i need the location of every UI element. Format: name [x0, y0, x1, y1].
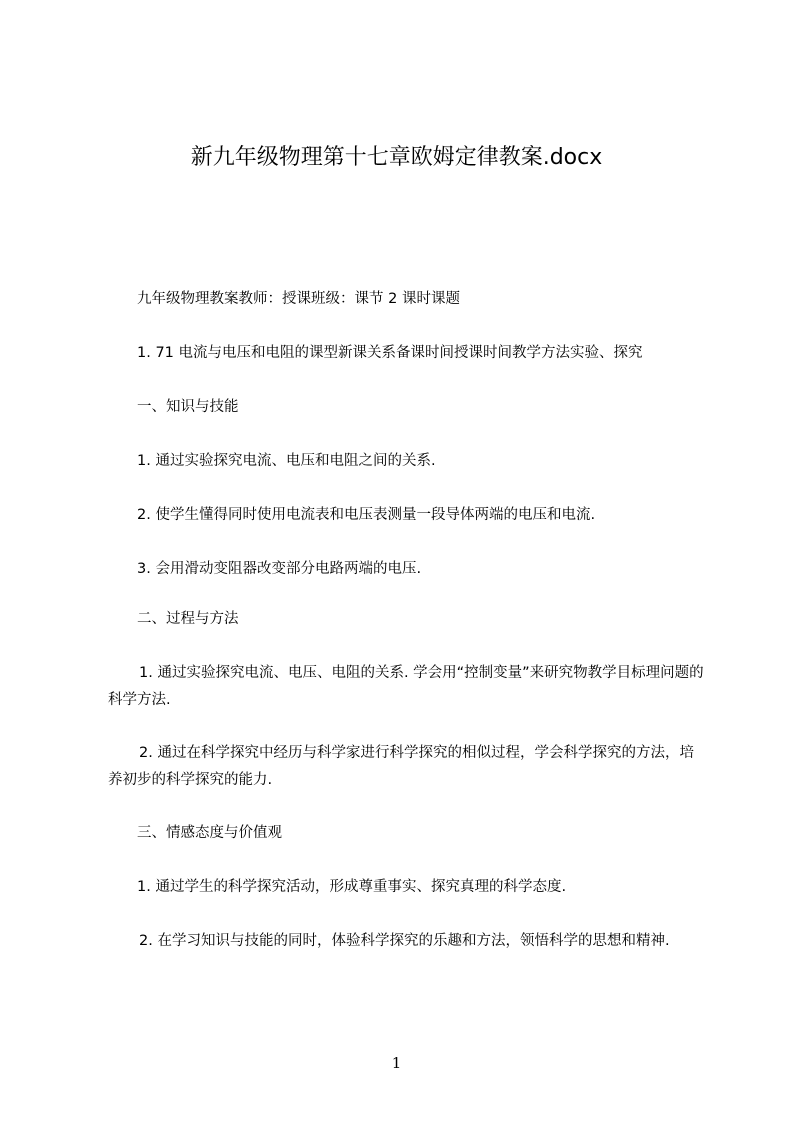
- section-heading-values: 三、情感态度与价值观: [137, 825, 282, 841]
- paragraph-knowledge-2: 2. 使学生懂得同时使用电流表和电压表测量一段导体两端的电压和电流.: [137, 507, 596, 523]
- paragraph-values-2: 2. 在学习知识与技能的同时，体验科学探究的乐趣和方法，领悟科学的思想和精神.: [139, 933, 670, 949]
- section-heading-knowledge: 一、知识与技能: [137, 399, 239, 415]
- paragraph-knowledge-1: 1. 通过实验探究电流、电压和电阻之间的关系.: [137, 453, 436, 469]
- document-title: 新九年级物理第十七章欧姆定律教案.docx: [190, 145, 603, 170]
- page-number: 1: [391, 1054, 402, 1072]
- paragraph-header-info: 九年级物理教案教师：授课班级：课节 2 课时课题: [137, 291, 460, 307]
- section-heading-process: 二、过程与方法: [137, 611, 239, 627]
- paragraph-process-1: 1. 通过实验探究电流、电压、电阻的关系. 学会用“控制变量”来研究物教学目标理问题的科学方法.: [108, 665, 704, 708]
- paragraph-process-2: 2. 通过在科学探究中经历与科学家进行科学探究的相似过程，学会科学探究的方法，培养初步的科学探究的能力.: [108, 745, 694, 788]
- paragraph-lesson-info: 1. 71 电流与电压和电阻的课型新课关系备课时间授课时间教学方法实验、探究: [137, 345, 643, 361]
- paragraph-knowledge-3: 3. 会用滑动变阻器改变部分电路两端的电压.: [137, 561, 422, 577]
- paragraph-values-1: 1. 通过学生的科学探究活动，形成尊重事实、探究真理的科学态度.: [137, 879, 567, 895]
